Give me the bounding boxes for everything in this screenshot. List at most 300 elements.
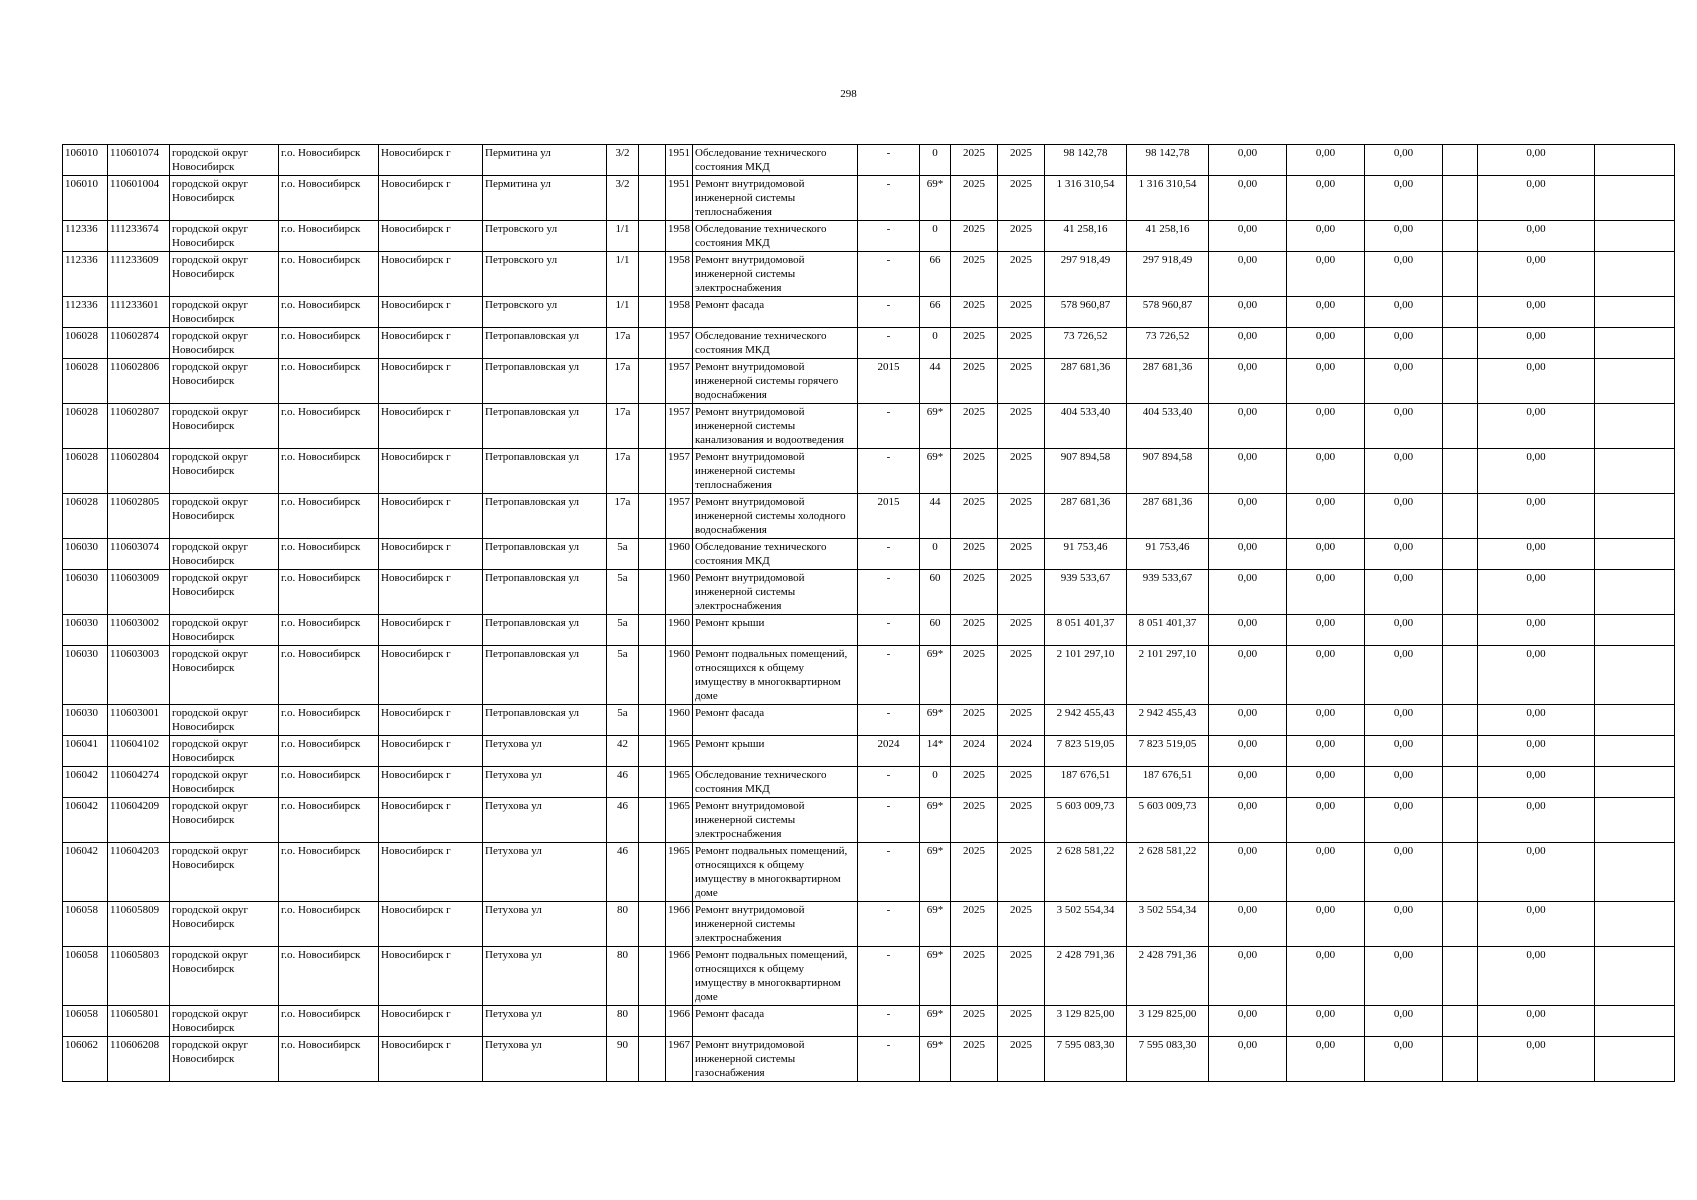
street-cell: Петухова ул: [483, 798, 607, 843]
last-repair-cell: -: [858, 1006, 920, 1037]
funding-3-cell: 0,00: [1365, 798, 1443, 843]
house-number-cell: 17а: [607, 359, 639, 404]
funding-2-cell: 0,00: [1287, 1006, 1365, 1037]
plan-end-cell: 2025: [998, 145, 1045, 176]
funding-1-cell: 0,00: [1209, 328, 1287, 359]
house-number-cell: 42: [607, 736, 639, 767]
municipality-cell: г.о. Новосибирск: [279, 947, 379, 1006]
municipality-cell: г.о. Новосибирск: [279, 404, 379, 449]
house-number-cell: 17а: [607, 328, 639, 359]
locality-cell: Новосибирск г: [379, 736, 483, 767]
work-id-cell: 110602874: [108, 328, 170, 359]
wear-cell: 44: [920, 359, 951, 404]
locality-cell: Новосибирск г: [379, 176, 483, 221]
street-cell: Петропавловская ул: [483, 328, 607, 359]
last-repair-cell: 2015: [858, 359, 920, 404]
table-row: [63, 570, 1675, 615]
locality-cell: Новосибирск г: [379, 843, 483, 902]
plan-start-cell: 2025: [951, 705, 998, 736]
year-built-cell: 1951: [666, 176, 693, 221]
district-cell: городской округ Новосибирск: [170, 221, 279, 252]
plan-start-cell: 2025: [951, 902, 998, 947]
funding-3-cell: 0,00: [1365, 902, 1443, 947]
table-row: [63, 767, 1675, 798]
extra-cell: [639, 297, 666, 328]
table-row: [63, 539, 1675, 570]
municipality-cell: г.о. Новосибирск: [279, 176, 379, 221]
work-id-cell: 110601004: [108, 176, 170, 221]
municipality-cell: г.о. Новосибирск: [279, 705, 379, 736]
extra-cell: [639, 1037, 666, 1082]
funding-2-cell: 0,00: [1287, 145, 1365, 176]
extra-cell: [639, 252, 666, 297]
last-repair-cell: -: [858, 798, 920, 843]
funding-4-cell: [1443, 1006, 1478, 1037]
work-id-cell: 110602807: [108, 404, 170, 449]
house-number-cell: 1/1: [607, 221, 639, 252]
last-repair-cell: -: [858, 843, 920, 902]
cost-fund-cell: 3 502 554,34: [1127, 902, 1209, 947]
extra-cell: [639, 646, 666, 705]
wear-cell: 69*: [920, 798, 951, 843]
funding-6-cell: [1595, 252, 1675, 297]
work-id-cell: 110603074: [108, 539, 170, 570]
cost-total-cell: 41 258,16: [1045, 221, 1127, 252]
funding-5-cell: 0,00: [1478, 767, 1595, 798]
municipality-cell: г.о. Новосибирск: [279, 615, 379, 646]
funding-6-cell: [1595, 145, 1675, 176]
work-type-cell: Ремонт внутридомовой инженерной системы газоснабжения: [693, 1037, 858, 1082]
year-built-cell: 1951: [666, 145, 693, 176]
work-id-cell: 111233601: [108, 297, 170, 328]
last-repair-cell: -: [858, 404, 920, 449]
funding-5-cell: 0,00: [1478, 404, 1595, 449]
funding-4-cell: [1443, 947, 1478, 1006]
last-repair-cell: 2024: [858, 736, 920, 767]
funding-4-cell: [1443, 798, 1478, 843]
municipality-cell: г.о. Новосибирск: [279, 297, 379, 328]
street-cell: Петухова ул: [483, 1006, 607, 1037]
district-cell: городской округ Новосибирск: [170, 705, 279, 736]
work-type-cell: Ремонт внутридомовой инженерной системы канализования и водоотведения: [693, 404, 858, 449]
house-number-cell: 1/1: [607, 297, 639, 328]
locality-cell: Новосибирск г: [379, 221, 483, 252]
funding-6-cell: [1595, 615, 1675, 646]
funding-6-cell: [1595, 359, 1675, 404]
plan-end-cell: 2025: [998, 570, 1045, 615]
funding-5-cell: 0,00: [1478, 176, 1595, 221]
cost-total-cell: 98 142,78: [1045, 145, 1127, 176]
funding-2-cell: 0,00: [1287, 646, 1365, 705]
funding-2-cell: 0,00: [1287, 252, 1365, 297]
locality-cell: Новосибирск г: [379, 539, 483, 570]
table-row: [63, 902, 1675, 947]
work-id-cell: 111233674: [108, 221, 170, 252]
wear-cell: 69*: [920, 176, 951, 221]
funding-2-cell: 0,00: [1287, 221, 1365, 252]
house-id-cell: 112336: [63, 297, 108, 328]
year-built-cell: 1957: [666, 494, 693, 539]
funding-3-cell: 0,00: [1365, 449, 1443, 494]
work-type-cell: Обследование технического состояния МКД: [693, 145, 858, 176]
funding-6-cell: [1595, 221, 1675, 252]
funding-2-cell: 0,00: [1287, 1037, 1365, 1082]
funding-3-cell: 0,00: [1365, 176, 1443, 221]
plan-end-cell: 2025: [998, 767, 1045, 798]
wear-cell: 0: [920, 221, 951, 252]
table-row: [63, 843, 1675, 902]
work-type-cell: Обследование технического состояния МКД: [693, 539, 858, 570]
funding-5-cell: 0,00: [1478, 615, 1595, 646]
locality-cell: Новосибирск г: [379, 705, 483, 736]
wear-cell: 69*: [920, 404, 951, 449]
plan-end-cell: 2025: [998, 176, 1045, 221]
plan-start-cell: 2025: [951, 843, 998, 902]
table-body: [63, 145, 1675, 1082]
municipality-cell: г.о. Новосибирск: [279, 145, 379, 176]
funding-4-cell: [1443, 705, 1478, 736]
funding-5-cell: 0,00: [1478, 328, 1595, 359]
cost-fund-cell: 8 051 401,37: [1127, 615, 1209, 646]
last-repair-cell: -: [858, 145, 920, 176]
municipality-cell: г.о. Новосибирск: [279, 570, 379, 615]
house-id-cell: 106030: [63, 705, 108, 736]
year-built-cell: 1965: [666, 736, 693, 767]
year-built-cell: 1960: [666, 615, 693, 646]
plan-start-cell: 2025: [951, 359, 998, 404]
street-cell: Петухова ул: [483, 843, 607, 902]
house-id-cell: 106010: [63, 176, 108, 221]
extra-cell: [639, 902, 666, 947]
cost-fund-cell: 5 603 009,73: [1127, 798, 1209, 843]
district-cell: городской округ Новосибирск: [170, 359, 279, 404]
house-id-cell: 106030: [63, 615, 108, 646]
locality-cell: Новосибирск г: [379, 1006, 483, 1037]
district-cell: городской округ Новосибирск: [170, 145, 279, 176]
work-type-cell: Ремонт подвальных помещений, относящихся к общему имуществу в многоквартирном доме: [693, 843, 858, 902]
district-cell: городской округ Новосибирск: [170, 947, 279, 1006]
year-built-cell: 1957: [666, 404, 693, 449]
municipality-cell: г.о. Новосибирск: [279, 767, 379, 798]
street-cell: Петропавловская ул: [483, 539, 607, 570]
funding-3-cell: 0,00: [1365, 767, 1443, 798]
plan-end-cell: 2025: [998, 221, 1045, 252]
last-repair-cell: -: [858, 646, 920, 705]
last-repair-cell: 2015: [858, 494, 920, 539]
funding-2-cell: 0,00: [1287, 404, 1365, 449]
plan-start-cell: 2025: [951, 767, 998, 798]
last-repair-cell: -: [858, 947, 920, 1006]
funding-6-cell: [1595, 736, 1675, 767]
cost-total-cell: 5 603 009,73: [1045, 798, 1127, 843]
plan-end-cell: 2025: [998, 705, 1045, 736]
table-row: [63, 646, 1675, 705]
funding-1-cell: 0,00: [1209, 221, 1287, 252]
house-number-cell: 17а: [607, 404, 639, 449]
plan-start-cell: 2025: [951, 145, 998, 176]
plan-end-cell: 2025: [998, 449, 1045, 494]
house-id-cell: 112336: [63, 221, 108, 252]
plan-end-cell: 2025: [998, 947, 1045, 1006]
district-cell: городской округ Новосибирск: [170, 615, 279, 646]
street-cell: Петровского ул: [483, 252, 607, 297]
funding-4-cell: [1443, 767, 1478, 798]
street-cell: Петровского ул: [483, 221, 607, 252]
locality-cell: Новосибирск г: [379, 328, 483, 359]
funding-5-cell: 0,00: [1478, 570, 1595, 615]
extra-cell: [639, 176, 666, 221]
funding-5-cell: 0,00: [1478, 1006, 1595, 1037]
funding-1-cell: 0,00: [1209, 902, 1287, 947]
extra-cell: [639, 449, 666, 494]
wear-cell: 44: [920, 494, 951, 539]
funding-2-cell: 0,00: [1287, 902, 1365, 947]
table-row: [63, 221, 1675, 252]
work-type-cell: Ремонт крыши: [693, 736, 858, 767]
funding-3-cell: 0,00: [1365, 404, 1443, 449]
street-cell: Петропавловская ул: [483, 494, 607, 539]
work-id-cell: 110606208: [108, 1037, 170, 1082]
work-type-cell: Ремонт внутридомовой инженерной системы электроснабжения: [693, 570, 858, 615]
funding-1-cell: 0,00: [1209, 359, 1287, 404]
wear-cell: 60: [920, 570, 951, 615]
funding-6-cell: [1595, 176, 1675, 221]
funding-2-cell: 0,00: [1287, 359, 1365, 404]
last-repair-cell: -: [858, 252, 920, 297]
cost-fund-cell: 404 533,40: [1127, 404, 1209, 449]
house-id-cell: 106030: [63, 570, 108, 615]
street-cell: Петропавловская ул: [483, 359, 607, 404]
funding-4-cell: [1443, 404, 1478, 449]
municipality-cell: г.о. Новосибирск: [279, 494, 379, 539]
year-built-cell: 1960: [666, 646, 693, 705]
plan-end-cell: 2025: [998, 252, 1045, 297]
plan-start-cell: 2025: [951, 449, 998, 494]
plan-end-cell: 2025: [998, 646, 1045, 705]
work-type-cell: Ремонт фасада: [693, 1006, 858, 1037]
locality-cell: Новосибирск г: [379, 767, 483, 798]
extra-cell: [639, 404, 666, 449]
work-type-cell: Обследование технического состояния МКД: [693, 328, 858, 359]
wear-cell: 66: [920, 252, 951, 297]
last-repair-cell: -: [858, 705, 920, 736]
table-row: [63, 297, 1675, 328]
plan-start-cell: 2025: [951, 539, 998, 570]
municipality-cell: г.о. Новосибирск: [279, 252, 379, 297]
cost-fund-cell: 939 533,67: [1127, 570, 1209, 615]
plan-start-cell: 2025: [951, 221, 998, 252]
year-built-cell: 1957: [666, 359, 693, 404]
plan-start-cell: 2025: [951, 798, 998, 843]
page-number: 298: [840, 88, 857, 100]
work-id-cell: 110602804: [108, 449, 170, 494]
funding-5-cell: 0,00: [1478, 736, 1595, 767]
cost-total-cell: 287 681,36: [1045, 359, 1127, 404]
year-built-cell: 1965: [666, 843, 693, 902]
year-built-cell: 1965: [666, 767, 693, 798]
funding-6-cell: [1595, 646, 1675, 705]
funding-3-cell: 0,00: [1365, 736, 1443, 767]
house-id-cell: 106042: [63, 843, 108, 902]
wear-cell: 69*: [920, 1037, 951, 1082]
work-id-cell: 110604203: [108, 843, 170, 902]
funding-1-cell: 0,00: [1209, 843, 1287, 902]
street-cell: Петровского ул: [483, 297, 607, 328]
locality-cell: Новосибирск г: [379, 947, 483, 1006]
district-cell: городской округ Новосибирск: [170, 328, 279, 359]
street-cell: Петропавловская ул: [483, 646, 607, 705]
funding-1-cell: 0,00: [1209, 449, 1287, 494]
municipality-cell: г.о. Новосибирск: [279, 221, 379, 252]
funding-1-cell: 0,00: [1209, 1006, 1287, 1037]
work-id-cell: 111233609: [108, 252, 170, 297]
district-cell: городской округ Новосибирск: [170, 570, 279, 615]
plan-start-cell: 2025: [951, 615, 998, 646]
locality-cell: Новосибирск г: [379, 1037, 483, 1082]
work-id-cell: 110605809: [108, 902, 170, 947]
locality-cell: Новосибирск г: [379, 615, 483, 646]
last-repair-cell: -: [858, 570, 920, 615]
extra-cell: [639, 494, 666, 539]
last-repair-cell: -: [858, 539, 920, 570]
wear-cell: 69*: [920, 902, 951, 947]
municipality-cell: г.о. Новосибирск: [279, 736, 379, 767]
funding-1-cell: 0,00: [1209, 570, 1287, 615]
house-id-cell: 106058: [63, 1006, 108, 1037]
funding-5-cell: 0,00: [1478, 145, 1595, 176]
work-type-cell: Ремонт внутридомовой инженерной системы холодного водоснабжения: [693, 494, 858, 539]
work-id-cell: 110605803: [108, 947, 170, 1006]
extra-cell: [639, 570, 666, 615]
funding-6-cell: [1595, 404, 1675, 449]
house-number-cell: 46: [607, 843, 639, 902]
last-repair-cell: -: [858, 328, 920, 359]
wear-cell: 0: [920, 145, 951, 176]
funding-6-cell: [1595, 328, 1675, 359]
year-built-cell: 1957: [666, 328, 693, 359]
work-type-cell: Ремонт внутридомовой инженерной системы электроснабжения: [693, 798, 858, 843]
funding-3-cell: 0,00: [1365, 494, 1443, 539]
wear-cell: 66: [920, 297, 951, 328]
wear-cell: 14*: [920, 736, 951, 767]
plan-start-cell: 2025: [951, 1037, 998, 1082]
cost-fund-cell: 287 681,36: [1127, 359, 1209, 404]
year-built-cell: 1958: [666, 252, 693, 297]
locality-cell: Новосибирск г: [379, 145, 483, 176]
funding-2-cell: 0,00: [1287, 539, 1365, 570]
extra-cell: [639, 798, 666, 843]
table-row: [63, 1037, 1675, 1082]
last-repair-cell: -: [858, 615, 920, 646]
street-cell: Петухова ул: [483, 736, 607, 767]
district-cell: городской округ Новосибирск: [170, 767, 279, 798]
cost-total-cell: 287 681,36: [1045, 494, 1127, 539]
funding-3-cell: 0,00: [1365, 1006, 1443, 1037]
street-cell: Петропавловская ул: [483, 449, 607, 494]
work-id-cell: 110603003: [108, 646, 170, 705]
plan-end-cell: 2025: [998, 297, 1045, 328]
house-number-cell: 5а: [607, 615, 639, 646]
funding-3-cell: 0,00: [1365, 252, 1443, 297]
funding-4-cell: [1443, 736, 1478, 767]
work-type-cell: Ремонт внутридомовой инженерной системы теплоснабжения: [693, 449, 858, 494]
work-id-cell: 110603001: [108, 705, 170, 736]
funding-1-cell: 0,00: [1209, 1037, 1287, 1082]
last-repair-cell: -: [858, 767, 920, 798]
funding-4-cell: [1443, 176, 1478, 221]
cost-fund-cell: 907 894,58: [1127, 449, 1209, 494]
work-id-cell: 110604102: [108, 736, 170, 767]
funding-5-cell: 0,00: [1478, 494, 1595, 539]
year-built-cell: 1966: [666, 902, 693, 947]
funding-1-cell: 0,00: [1209, 176, 1287, 221]
funding-2-cell: 0,00: [1287, 297, 1365, 328]
house-number-cell: 5а: [607, 646, 639, 705]
table-row: [63, 705, 1675, 736]
cost-total-cell: 907 894,58: [1045, 449, 1127, 494]
street-cell: Пермитина ул: [483, 176, 607, 221]
year-built-cell: 1960: [666, 570, 693, 615]
funding-5-cell: 0,00: [1478, 646, 1595, 705]
house-id-cell: 106028: [63, 494, 108, 539]
funding-2-cell: 0,00: [1287, 570, 1365, 615]
extra-cell: [639, 1006, 666, 1037]
funding-4-cell: [1443, 221, 1478, 252]
house-id-cell: 106028: [63, 328, 108, 359]
plan-end-cell: 2025: [998, 494, 1045, 539]
work-id-cell: 110602806: [108, 359, 170, 404]
plan-start-cell: 2025: [951, 947, 998, 1006]
funding-4-cell: [1443, 539, 1478, 570]
cost-fund-cell: 2 942 455,43: [1127, 705, 1209, 736]
street-cell: Петухова ул: [483, 1037, 607, 1082]
plan-end-cell: 2024: [998, 736, 1045, 767]
locality-cell: Новосибирск г: [379, 570, 483, 615]
extra-cell: [639, 328, 666, 359]
cost-fund-cell: 3 129 825,00: [1127, 1006, 1209, 1037]
funding-6-cell: [1595, 494, 1675, 539]
cost-total-cell: 73 726,52: [1045, 328, 1127, 359]
locality-cell: Новосибирск г: [379, 359, 483, 404]
wear-cell: 69*: [920, 646, 951, 705]
funding-3-cell: 0,00: [1365, 145, 1443, 176]
wear-cell: 0: [920, 767, 951, 798]
work-type-cell: Ремонт внутридомовой инженерной системы горячего водоснабжения: [693, 359, 858, 404]
house-id-cell: 106028: [63, 359, 108, 404]
house-number-cell: 90: [607, 1037, 639, 1082]
extra-cell: [639, 359, 666, 404]
cost-fund-cell: 41 258,16: [1127, 221, 1209, 252]
district-cell: городской округ Новосибирск: [170, 539, 279, 570]
cost-fund-cell: 73 726,52: [1127, 328, 1209, 359]
funding-3-cell: 0,00: [1365, 570, 1443, 615]
work-id-cell: 110602805: [108, 494, 170, 539]
extra-cell: [639, 736, 666, 767]
house-number-cell: 80: [607, 902, 639, 947]
wear-cell: 69*: [920, 1006, 951, 1037]
funding-6-cell: [1595, 705, 1675, 736]
locality-cell: Новосибирск г: [379, 449, 483, 494]
wear-cell: 60: [920, 615, 951, 646]
cost-total-cell: 8 051 401,37: [1045, 615, 1127, 646]
extra-cell: [639, 843, 666, 902]
funding-3-cell: 0,00: [1365, 297, 1443, 328]
house-id-cell: 106058: [63, 947, 108, 1006]
work-type-cell: Обследование технического состояния МКД: [693, 221, 858, 252]
cost-fund-cell: 98 142,78: [1127, 145, 1209, 176]
funding-4-cell: [1443, 570, 1478, 615]
funding-2-cell: 0,00: [1287, 767, 1365, 798]
